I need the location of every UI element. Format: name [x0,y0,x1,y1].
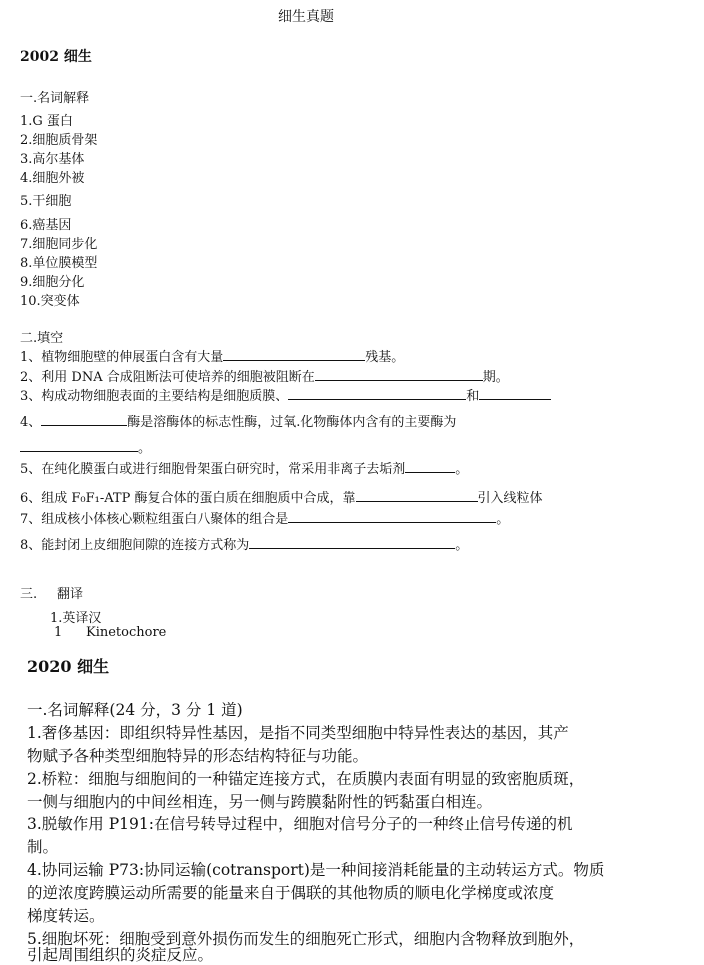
fill-item-text: 8、能封闭上皮细胞间隙的连接方式称为 [20,538,250,553]
list-item: 8.单位膜模型 [20,256,98,271]
fill-item-text: 酶是溶酶体的标志性酶，过氧.化物酶体内含有的主要酶为 [127,415,457,430]
fill-item-text: 4、 [20,415,42,430]
fill-item-7 [20,508,509,527]
answer-blank [479,399,551,400]
answer-blank [288,522,496,523]
list-item: 2.细胞质骨架 [20,133,98,148]
answer-blank [20,451,138,452]
document-title: 细生真题 [278,9,334,25]
definition-line: 的逆浓度跨膜运动所需要的能量来自于偶联的其他物质的顺电化学梯度或浓度 [27,884,555,902]
part1-title-2002: 一.名词解释 [20,91,90,106]
definition-line: 2.桥粒：细胞与细胞间的一种锚定连接方式，在质膜内表面有明显的致密胞质斑， [27,770,585,788]
part2-title-2002: 二.填空 [20,331,64,346]
fill-item-2 [20,366,509,385]
translate-item-text: Kinetochore [86,625,167,640]
list-item: 9.细胞分化 [20,275,85,290]
answer-blank [405,472,455,473]
fill-item-text: 。 [455,462,469,477]
fill-item-6 [20,487,543,506]
part3-number: 三. [20,587,38,602]
answer-blank [223,360,365,361]
part3-title-2002: 翻译 [57,587,84,602]
definition-line: 一侧与细胞内的中间丝相连，另一侧与跨膜黏附性的钙黏蛋白相连。 [27,793,493,811]
answer-blank [356,501,478,502]
list-item: 1.G 蛋白 [20,114,73,129]
translate-subtitle: 1.英译汉 [50,611,102,626]
fill-item-text: 。 [138,441,152,456]
fill-item-text: 2、利用 DNA 合成阻断法可使培养的细胞被阻断在 [20,370,315,385]
exam-2020-page [0,636,704,964]
definition-line: 4.协同运输 P73:协同运输(cotransport)是一种间接消耗能量的主动转运方式。物质 [27,861,605,879]
definition-line: 制。 [27,838,59,856]
fill-item-text: 6、组成 F₀F₁-ATP 酶复合体的蛋白质在细胞质中合成，靠 [20,491,356,506]
list-item: 3.高尔基体 [20,152,85,167]
answer-blank [315,380,483,381]
definition-line: 物赋予各种类型细胞特异的形态结构特征与功能。 [27,747,369,765]
list-item: 4.细胞外被 [20,171,85,186]
fill-item-4 [20,411,456,430]
fill-item-text: 5、在纯化膜蛋白或进行细胞骨架蛋白研究时，常采用非离子去垢剂 [20,462,406,477]
fill-item-8 [20,534,468,553]
part1-title-2020: 一.名词解释(24 分，3 分 1 道) [27,701,243,719]
fill-item-5 [20,458,468,477]
answer-blank [249,548,455,549]
fill-item-text: 引入线粒体 [477,491,543,506]
answer-blank [288,399,466,400]
translate-item-number: 1 [54,625,63,640]
list-item: 7.细胞同步化 [20,237,98,252]
list-item: 5.干细胞 [20,194,72,209]
heading-2020: 2020 细生 [27,657,110,676]
fill-item-text: 和 [466,389,480,404]
fill-item-text: 期。 [482,370,509,385]
definition-line: 1.奢侈基因：即组织特异性基因，是指不同类型细胞中特异性表达的基因，其产 [27,724,569,742]
fill-item-text: 1、植物细胞壁的伸展蛋白含有大量 [20,350,224,365]
fill-item-text: 3、构成动物细胞表面的主要结构是细胞质膜、 [20,389,289,404]
list-item: 6.癌基因 [20,218,72,233]
definition-line: 引起周围组织的炎症反应。 [27,946,214,964]
definition-line: 梯度转运。 [27,907,105,925]
fill-item-text: 。 [496,512,510,527]
fill-item-text: 残基。 [365,350,405,365]
fill-item-4-cont [20,437,151,456]
fill-item-3 [20,385,551,404]
definition-line: 3.脱敏作用 P191:在信号转导过程中，细胞对信号分子的一种终止信号传递的机 [27,815,573,833]
fill-item-text: 7、组成核小体核心颗粒组蛋白八聚体的组合是 [20,512,289,527]
heading-2002: 2002 细生 [20,49,92,65]
list-item: 10.突变体 [20,294,80,309]
answer-blank [41,425,127,426]
fill-item-1 [20,346,404,365]
fill-item-text: 。 [455,538,469,553]
definition-line: 5.细胞坏死：细胞受到意外损伤而发生的细胞死亡形式，细胞内含物释放到胞外， [27,930,585,948]
